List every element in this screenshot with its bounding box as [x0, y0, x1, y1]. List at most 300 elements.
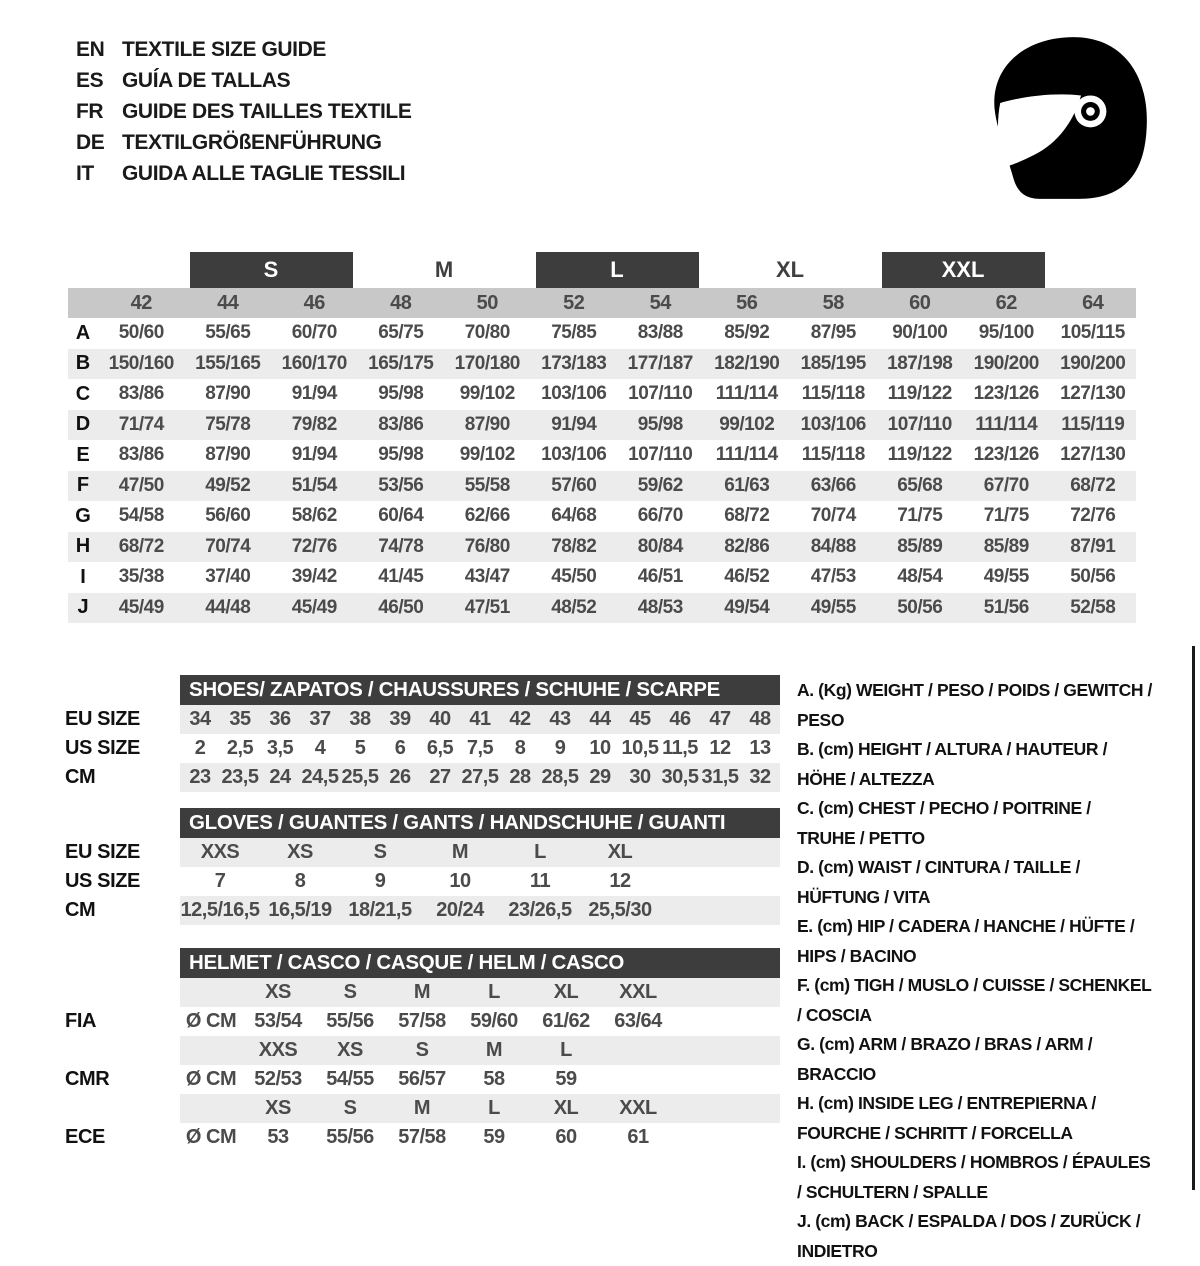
shoes-rows	[65, 705, 780, 792]
legend-right-border	[1192, 646, 1195, 1190]
row-label: ECE	[65, 1126, 105, 1148]
helmet-size-label: XXL	[619, 981, 657, 1003]
size-value: 49/55	[810, 596, 856, 618]
size-value: 41/45	[378, 566, 424, 588]
shoe-size-value: 39	[389, 708, 411, 730]
shoe-size-value: 27	[429, 766, 451, 788]
language-title-row	[76, 65, 411, 96]
helmet-sizes	[180, 1094, 780, 1123]
glove-size-value: 25,5/30	[588, 899, 652, 921]
legend-item: E. (cm) HIP / CADERA / HANCHE / HÜFTE / HIPS / BACINO	[797, 916, 1135, 966]
helmet-size-label: L	[488, 1097, 500, 1119]
language-code: ES	[76, 68, 104, 92]
size-value: 115/118	[801, 383, 865, 405]
size-value: 48/54	[897, 566, 943, 588]
size-value: 71/75	[983, 505, 1029, 527]
size-value: 56/60	[205, 505, 251, 527]
measurement-legend	[797, 676, 1153, 1266]
size-value: 46/50	[378, 596, 424, 618]
spacer	[65, 675, 180, 705]
size-value: 47/53	[810, 566, 856, 588]
size-value: 83/86	[118, 444, 164, 466]
numeric-size: 44	[217, 291, 239, 314]
numeric-size: 54	[649, 291, 671, 314]
helmet-sizes	[180, 978, 780, 1007]
size-value: 58/62	[291, 505, 337, 527]
spacer	[68, 288, 98, 318]
shoe-size-value: 6	[394, 737, 406, 759]
helmet-values	[180, 1007, 780, 1036]
size-value: 103/106	[800, 413, 866, 435]
row-label	[65, 1036, 180, 1065]
legend-item: G. (cm) ARM / BRAZO / BRAS / ARM / BRACCIO	[797, 1034, 1093, 1084]
gloves-row	[65, 867, 780, 896]
shoe-size-value: 34	[189, 708, 211, 730]
shoe-size-value: 24,5	[301, 766, 339, 788]
size-value: 60/70	[291, 322, 337, 344]
helmet-size-row	[65, 1036, 780, 1065]
row-label: US SIZE	[65, 870, 140, 892]
shoe-size-value: 8	[514, 737, 526, 759]
size-value: 123/126	[973, 444, 1039, 466]
glove-size-value: 18/21,5	[348, 899, 412, 921]
size-value: 87/90	[205, 383, 251, 405]
shoe-size-value: 43	[549, 708, 571, 730]
size-value: 65/68	[897, 474, 943, 496]
size-value: 105/115	[1060, 322, 1125, 344]
size-value: 68/72	[118, 535, 164, 557]
size-value: 59/62	[637, 474, 683, 496]
helmet-size-label: S	[343, 1097, 357, 1119]
language-code: DE	[76, 130, 105, 154]
size-table-row	[68, 349, 1136, 380]
shoe-size-value: 46	[669, 708, 691, 730]
size-value: 103/106	[541, 383, 607, 405]
size-value: 119/122	[887, 383, 952, 405]
language-code: EN	[76, 37, 105, 61]
size-label-l: L	[536, 252, 699, 288]
gloves-header-row	[65, 808, 780, 838]
size-value: 111/114	[715, 383, 778, 405]
size-value: 35/38	[118, 566, 164, 588]
helmet-size-label: XS	[265, 981, 291, 1003]
size-value: 87/90	[205, 444, 251, 466]
shoe-size-value: 31,5	[701, 766, 739, 788]
size-value: 50/56	[1070, 566, 1116, 588]
glove-size-value: 8	[294, 870, 306, 892]
size-value: 47/51	[464, 596, 510, 618]
row-label: EU SIZE	[65, 841, 140, 863]
size-value: 57/60	[551, 474, 597, 496]
size-label-m: M	[434, 257, 454, 282]
language-title: GUÍA DE TALLAS	[122, 68, 291, 92]
numeric-size: 42	[130, 291, 152, 314]
shoe-size-value: 10	[589, 737, 611, 759]
helmet-values	[180, 1065, 780, 1094]
row-label: CMR	[65, 1068, 110, 1090]
shoe-size-value: 26	[389, 766, 411, 788]
size-value: 87/90	[464, 413, 510, 435]
helmet-size-label: M	[413, 981, 431, 1003]
size-value: 43/47	[464, 566, 510, 588]
glove-size-value: 7	[214, 870, 226, 892]
size-value: 83/86	[118, 383, 164, 405]
legend-item: I. (cm) SHOULDERS / HOMBROS / ÉPAULES / SCHULTERN / SPALLE	[797, 1152, 1151, 1202]
size-value: 85/89	[983, 535, 1029, 557]
helmet-values	[180, 1123, 780, 1152]
size-value: 182/190	[714, 352, 780, 374]
row-letter: D	[75, 413, 91, 436]
row-label: FIA	[65, 1010, 97, 1032]
size-value: 44/48	[205, 596, 251, 618]
bottom-tables	[65, 675, 780, 1152]
size-value: 37/40	[205, 566, 251, 588]
size-value: 70/74	[205, 535, 251, 557]
size-value: 185/195	[800, 352, 866, 374]
shoe-size-value: 48	[749, 708, 771, 730]
size-value: 170/180	[454, 352, 520, 374]
numeric-size: 62	[995, 291, 1017, 314]
helmet-size-value: 53	[267, 1126, 289, 1148]
size-value: 85/89	[897, 535, 943, 557]
row-letter: H	[75, 535, 91, 558]
size-value: 95/100	[978, 322, 1034, 344]
size-value: 75/85	[551, 322, 597, 344]
shoe-size-value: 29	[589, 766, 611, 788]
helmet-size-label: S	[343, 981, 357, 1003]
shoe-size-value: 45	[629, 708, 651, 730]
helmet-size-label: S	[415, 1039, 429, 1061]
helmet-size-label: L	[488, 981, 500, 1003]
size-value: 79/82	[291, 413, 337, 435]
language-title-row	[76, 96, 411, 127]
helmet-size-label: XXL	[619, 1097, 657, 1119]
size-table-row	[68, 532, 1136, 563]
size-value: 51/56	[983, 596, 1029, 618]
size-table-row	[68, 318, 1136, 349]
size-value: 75/78	[205, 413, 251, 435]
size-value: 50/60	[118, 322, 164, 344]
glove-size-value: 23/26,5	[508, 899, 572, 921]
helmet-size-value: 52/53	[254, 1068, 302, 1090]
size-value: 95/98	[637, 413, 683, 435]
helmet-size-row	[65, 978, 780, 1007]
spacer	[65, 792, 780, 808]
size-value: 72/76	[1070, 505, 1116, 527]
row-letter: C	[75, 382, 91, 405]
size-value: 127/130	[1060, 444, 1126, 466]
helmet-header-row	[65, 948, 780, 978]
helmet-size-label: XL	[553, 1097, 579, 1119]
numeric-size: 58	[822, 291, 844, 314]
gloves-values	[180, 867, 780, 896]
helmet-size-value: 59	[555, 1068, 577, 1090]
size-value: 127/130	[1060, 383, 1126, 405]
spacer	[180, 978, 242, 1007]
size-table-row	[68, 562, 1136, 593]
shoe-size-value: 40	[429, 708, 451, 730]
numeric-size-band	[68, 288, 1136, 318]
numeric-size: 60	[909, 291, 931, 314]
numeric-size: 50	[476, 291, 498, 314]
legend-item: F. (cm) TIGH / MUSLO / CUISSE / SCHENKEL / COSCIA	[797, 975, 1152, 1025]
size-value: 99/102	[459, 444, 515, 466]
language-title-list	[76, 34, 411, 189]
size-value: 51/54	[291, 474, 337, 496]
size-label-row	[68, 252, 1136, 288]
shoe-size-value: 30	[629, 766, 651, 788]
glove-size-value: 9	[374, 870, 386, 892]
shoes-row	[65, 734, 780, 763]
size-value: 55/58	[464, 474, 510, 496]
glove-size-value: 16,5/19	[268, 899, 332, 921]
shoe-size-value: 32	[749, 766, 771, 788]
glove-size-value: 12,5/16,5	[180, 899, 260, 921]
legend-item: C. (cm) CHEST / PECHO / POITRINE / TRUHE / PETTO	[797, 798, 1091, 848]
shoe-size-value: 38	[349, 708, 371, 730]
glove-size-value: 12	[609, 870, 631, 892]
size-value: 49/52	[205, 474, 251, 496]
size-value: 48/53	[637, 596, 683, 618]
size-value: 91/94	[291, 444, 337, 466]
size-value: 115/119	[1061, 413, 1125, 435]
size-value: 187/198	[887, 352, 953, 374]
numeric-size: 64	[1082, 291, 1104, 314]
size-value: 45/49	[291, 596, 337, 618]
helmet-value-row	[65, 1065, 780, 1094]
language-title-row	[76, 127, 411, 158]
shoes-header-row	[65, 675, 780, 705]
gloves-values	[180, 838, 780, 867]
glove-size-value: XS	[287, 841, 313, 863]
size-table-row	[68, 501, 1136, 532]
size-value: 82/86	[724, 535, 770, 557]
helmet-size-label: XS	[265, 1097, 291, 1119]
helmet-size-value: 61	[627, 1126, 649, 1148]
size-value: 119/122	[887, 444, 952, 466]
size-value: 107/110	[887, 413, 952, 435]
size-value: 123/126	[973, 383, 1039, 405]
size-value: 83/86	[378, 413, 424, 435]
size-value: 62/66	[464, 505, 510, 527]
shoe-size-value: 12	[709, 737, 731, 759]
spacer	[65, 808, 180, 838]
size-table-row	[68, 440, 1136, 471]
numeric-size: 56	[736, 291, 758, 314]
diameter-unit: Ø CM	[185, 1068, 237, 1090]
helmet-size-value: 55/56	[326, 1126, 374, 1148]
size-value: 173/183	[541, 352, 607, 374]
shoes-section-header: SHOES/ ZAPATOS / CHAUSSURES / SCHUHE / SCARPE	[180, 675, 780, 705]
size-label-s: S	[190, 252, 353, 288]
size-value: 99/102	[719, 413, 775, 435]
size-value: 68/72	[1070, 474, 1116, 496]
shoe-size-value: 5	[354, 737, 366, 759]
shoes-values	[180, 734, 780, 763]
size-value: 190/200	[973, 352, 1039, 374]
row-label	[65, 1094, 180, 1123]
shoe-size-value: 23,5	[221, 766, 259, 788]
size-value: 48/52	[551, 596, 597, 618]
shoes-row	[65, 705, 780, 734]
language-title: TEXTILGRÖßENFÜHRUNG	[122, 130, 382, 154]
main-table-body	[68, 318, 1136, 623]
shoe-size-value: 37	[309, 708, 331, 730]
legend-item: D. (cm) WAIST / CINTURA / TAILLE / HÜFTUNG / VITA	[797, 857, 1080, 907]
size-value: 160/170	[281, 352, 347, 374]
shoe-size-value: 7,5	[466, 737, 494, 759]
legend-item: J. (cm) BACK / ESPALDA / DOS / ZURÜCK / INDIETRO	[797, 1211, 1141, 1261]
size-value: 63/66	[810, 474, 856, 496]
helmet-size-value: 58	[483, 1068, 505, 1090]
row-label: CM	[65, 899, 96, 921]
helmet-value-row	[65, 1007, 780, 1036]
size-table-row	[68, 410, 1136, 441]
diameter-unit: Ø CM	[185, 1126, 237, 1148]
shoe-size-value: 23	[189, 766, 211, 788]
shoe-size-value: 2,5	[226, 737, 254, 759]
gloves-row	[65, 838, 780, 867]
language-title: GUIDE DES TAILLES TEXTILE	[122, 99, 412, 123]
helmet-size-value: 55/56	[326, 1010, 374, 1032]
shoe-size-value: 41	[469, 708, 491, 730]
shoe-size-value: 13	[749, 737, 771, 759]
shoe-size-value: 28	[509, 766, 531, 788]
shoe-size-value: 6,5	[426, 737, 454, 759]
shoes-values	[180, 705, 780, 734]
language-code: FR	[76, 99, 104, 123]
shoe-size-value: 4	[314, 737, 326, 759]
size-value: 53/56	[378, 474, 424, 496]
row-label: US SIZE	[65, 737, 140, 759]
shoe-size-value: 28,5	[541, 766, 579, 788]
shoes-values	[180, 763, 780, 792]
size-value: 155/165	[195, 352, 261, 374]
glove-size-value: M	[451, 841, 469, 863]
size-value: 39/42	[291, 566, 337, 588]
legend-item: A. (Kg) WEIGHT / PESO / POIDS / GEWITCH / PESO	[797, 680, 1152, 730]
helmet-value-row	[65, 1123, 780, 1152]
row-letter: E	[76, 443, 90, 466]
size-value: 165/175	[368, 352, 434, 374]
glove-size-value: L	[534, 841, 546, 863]
size-value: 90/100	[892, 322, 948, 344]
size-value: 54/58	[118, 505, 164, 527]
size-value: 71/74	[118, 413, 164, 435]
helmet-sizes	[180, 1036, 780, 1065]
row-letter: F	[76, 474, 90, 497]
size-value: 107/110	[628, 444, 693, 466]
size-value: 111/114	[715, 444, 778, 466]
language-title: GUIDA ALLE TAGLIE TESSILI	[122, 161, 406, 185]
size-table-row	[68, 471, 1136, 502]
size-value: 91/94	[551, 413, 597, 435]
row-letter: B	[75, 352, 91, 375]
size-value: 85/92	[724, 322, 770, 344]
size-value: 103/106	[541, 444, 607, 466]
language-title: TEXTILE SIZE GUIDE	[122, 37, 326, 61]
size-value: 46/52	[724, 566, 770, 588]
row-label: CM	[65, 766, 96, 788]
racing-helmet-icon-svg	[972, 22, 1160, 214]
size-value: 111/114	[975, 413, 1038, 435]
helmet-section-header: HELMET / CASCO / CASQUE / HELM / CASCO	[180, 948, 780, 978]
size-value: 107/110	[628, 383, 693, 405]
shoe-size-value: 47	[709, 708, 731, 730]
size-value: 95/98	[378, 444, 424, 466]
size-value: 49/54	[724, 596, 770, 618]
size-value: 177/187	[627, 352, 693, 374]
numeric-size: 48	[390, 291, 412, 314]
spacer	[180, 1094, 242, 1123]
size-label-xxl: XXL	[882, 252, 1045, 288]
size-value: 87/91	[1070, 535, 1116, 557]
size-value: 78/82	[551, 535, 597, 557]
size-value: 49/55	[983, 566, 1029, 588]
size-value: 95/98	[378, 383, 424, 405]
spacer	[65, 948, 180, 978]
helmet-size-value: 59/60	[470, 1010, 518, 1032]
size-value: 61/63	[724, 474, 770, 496]
helmet-size-value: 57/58	[398, 1126, 446, 1148]
gloves-section-header: GLOVES / GUANTES / GANTS / HANDSCHUHE / GUANTI	[180, 808, 780, 838]
glove-size-value: XL	[607, 841, 633, 863]
language-title-row	[76, 158, 411, 189]
size-value: 115/118	[801, 444, 865, 466]
size-value: 71/75	[897, 505, 943, 527]
glove-size-value: 11	[529, 870, 551, 892]
row-letter: A	[75, 321, 91, 344]
size-value: 84/88	[810, 535, 856, 557]
size-value: 80/84	[637, 535, 683, 557]
glove-size-value: 20/24	[436, 899, 484, 921]
size-value: 68/72	[724, 505, 770, 527]
helmet-size-value: 59	[483, 1126, 505, 1148]
helmet-size-label: XXS	[258, 1039, 298, 1061]
row-letter: I	[80, 565, 86, 588]
glove-size-value: XXS	[200, 841, 240, 863]
size-value: 45/49	[118, 596, 164, 618]
shoe-size-value: 27,5	[461, 766, 499, 788]
helmet-size-row	[65, 1094, 780, 1123]
size-value: 52/58	[1070, 596, 1116, 618]
spacer	[65, 925, 780, 948]
shoe-size-value: 42	[509, 708, 531, 730]
helmet-size-label: XL	[553, 981, 579, 1003]
shoe-size-value: 11,5	[662, 737, 698, 759]
textile-size-table	[68, 252, 1136, 623]
size-value: 150/160	[108, 352, 174, 374]
size-value: 99/102	[459, 383, 515, 405]
gloves-rows	[65, 838, 780, 925]
shoe-size-value: 24	[269, 766, 291, 788]
size-value: 60/64	[378, 505, 424, 527]
size-value: 190/200	[1060, 352, 1126, 374]
glove-size-value: 10	[449, 870, 471, 892]
shoe-size-value: 2	[194, 737, 206, 759]
numeric-size: 46	[303, 291, 325, 314]
helmet-rows	[65, 978, 780, 1152]
shoe-size-value: 44	[589, 708, 611, 730]
diameter-unit: Ø CM	[185, 1010, 237, 1032]
row-letter: G	[75, 504, 91, 527]
shoe-size-value: 36	[269, 708, 291, 730]
size-value: 55/65	[205, 322, 251, 344]
size-value: 70/74	[810, 505, 856, 527]
shoe-size-value: 3,5	[266, 737, 294, 759]
gloves-values	[180, 896, 780, 925]
size-value: 87/95	[810, 322, 856, 344]
